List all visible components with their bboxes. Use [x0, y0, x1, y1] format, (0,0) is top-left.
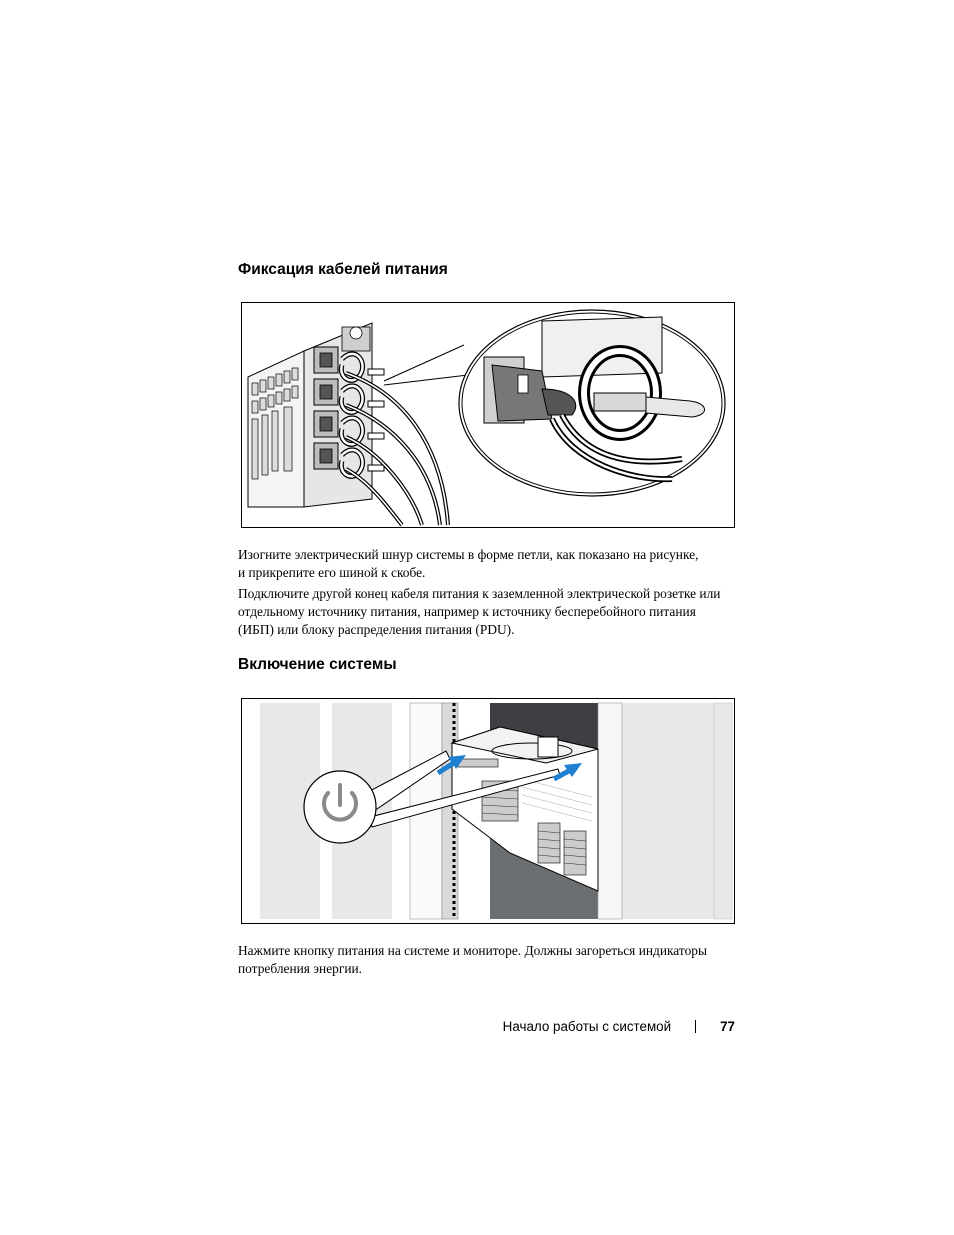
text-line: (ИБП) или блоку распределения питания (PDU). — [238, 622, 515, 637]
cable-loop-illustration — [242, 303, 735, 528]
section-title-cable-fixing: Фиксация кабелей питания — [238, 261, 448, 278]
magnified-plug-detail — [459, 310, 725, 496]
footer-divider — [695, 1020, 696, 1033]
paragraph-press-power — [238, 942, 738, 978]
text-line: Подключите другой конец кабеля питания к заземленной электрической розетке или — [238, 586, 721, 601]
power-on-illustration — [242, 699, 735, 924]
page-number: 77 — [720, 1019, 735, 1034]
text-line: потребления энергии. — [238, 961, 363, 976]
server-back-panel-illustration — [248, 323, 448, 525]
paragraph-connect-outlet — [238, 585, 738, 639]
footer-chapter-title: Начало работы с системой — [502, 1019, 672, 1034]
text-line: Нажмите кнопку питания на системе и мониторе. Должны загореться индикаторы — [238, 943, 707, 958]
text-line: отдельному источнику питания, например к источнику бесперебойного питания — [238, 604, 696, 619]
paragraph-loop-cable — [238, 546, 738, 582]
page-footer — [400, 1019, 735, 1034]
text-line: Изогните электрический шнур системы в форме петли, как показано на рисунке, — [238, 547, 699, 562]
text-line: и прикрепите его шиной к скобе. — [238, 565, 426, 580]
figure-power-on — [241, 698, 735, 924]
section-title-power-on: Включение системы — [238, 656, 397, 673]
figure-power-cable-loop — [241, 302, 735, 528]
